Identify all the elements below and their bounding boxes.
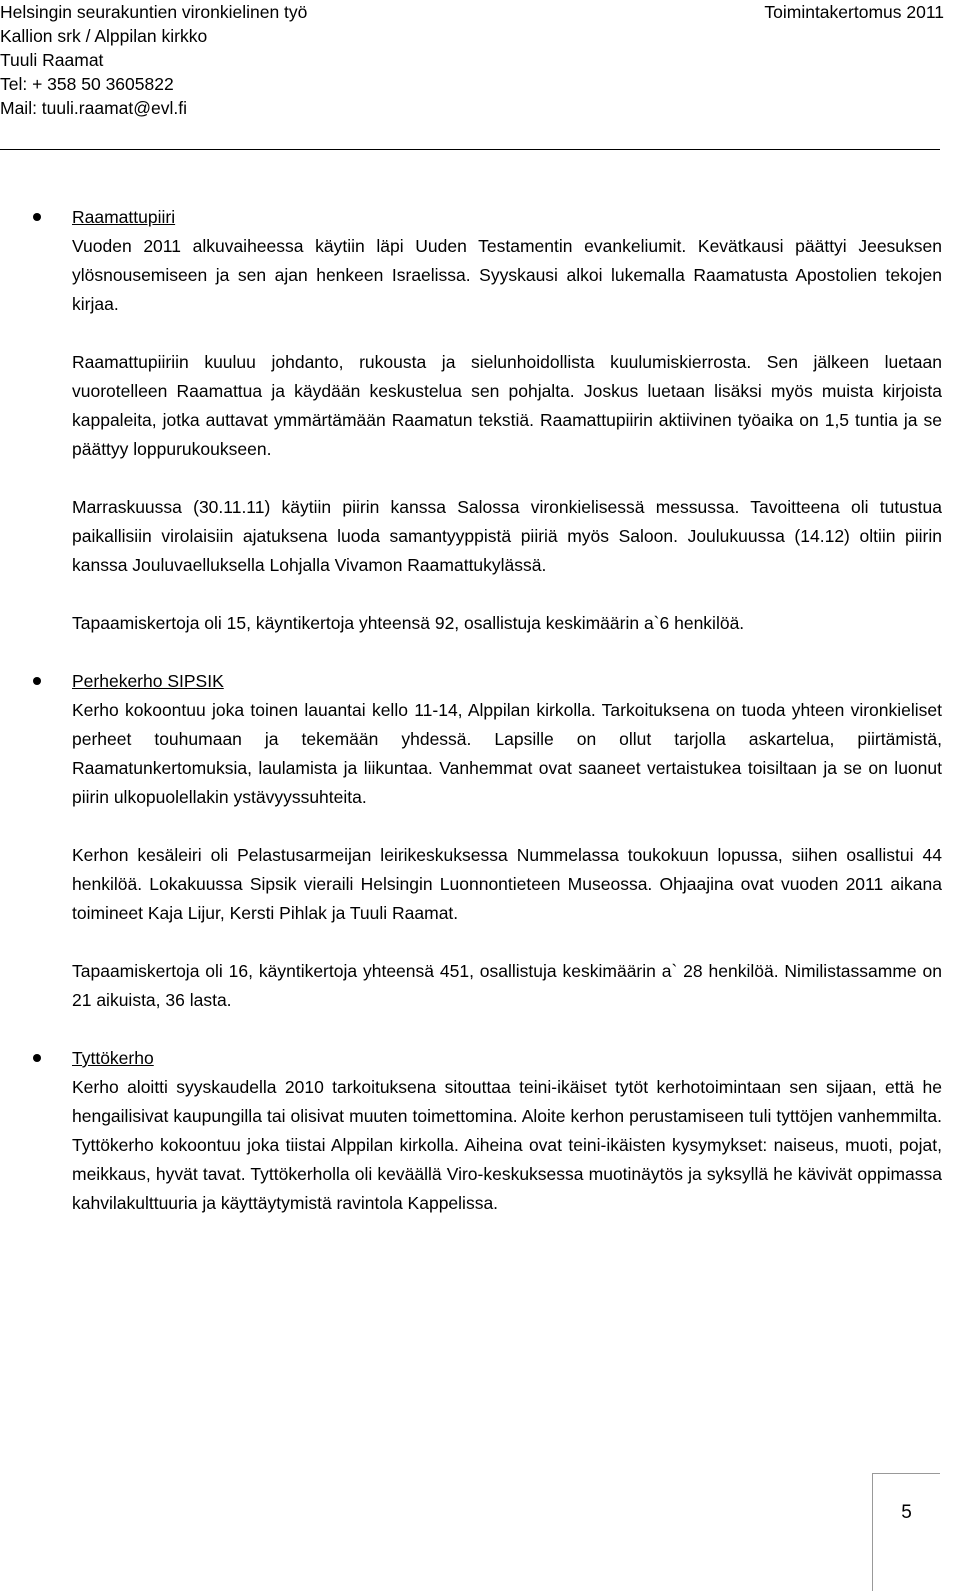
section-tyttokerho	[72, 1044, 942, 1218]
section-title: Perhekerho SIPSIK	[72, 671, 224, 691]
header-parish: Kallion srk / Alppilan kirkko	[0, 26, 208, 46]
document-header	[0, 0, 944, 120]
section-title: Tyttökerho	[72, 1048, 154, 1068]
section-perhekerho-sipsik	[72, 667, 942, 1015]
page-number-box	[872, 1473, 940, 1591]
paragraph: Marraskuussa (30.11.11) käytiin piirin kanssa Salossa vironkielisessä messussa. Tavoitteena oli tutustua paikallisiin virolaisiin ajatuksena luoda samantyyppistä piiriä myös Saloon. Joulukuussa (14.12) oltiin piirin kanssa Jouluvaelluksella Lohjalla Vivamon Raamattukylässä.	[72, 497, 942, 575]
bullet-icon	[33, 213, 41, 221]
paragraph: Tapaamiskertoja oli 15, käyntikertoja yhteensä 92, osallistuja keskimäärin a`6 henkilöä.	[72, 613, 745, 633]
paragraph: Vuoden 2011 alkuvaiheessa käytiin läpi Uuden Testamentin evankeliumit. Kevätkausi päättyi Jeesuksen ylösnousemiseen ja sen ajan henkeen Israelissa. Syyskausi alkoi lukemalla Raamatusta Apostolien tekojen kirjaa.	[72, 236, 942, 314]
header-phone: Tel: + 358 50 3605822	[0, 74, 174, 94]
header-organization: Helsingin seurakuntien vironkielinen työ	[0, 2, 308, 22]
header-divider	[0, 149, 940, 150]
paragraph: Kerhon kesäleiri oli Pelastusarmeijan leirikeskuksessa Nummelassa toukokuun lopussa, siihen osallistui 44 henkilöä. Lokakuussa Sipsik vieraili Helsingin Luonnontieteen Museossa. Ohjaajina ovat vuoden 2011 aikana toimineet Kaja Lijur, Kersti Pihlak ja Tuuli Raamat.	[72, 845, 942, 923]
page-number: 5	[901, 1502, 912, 1523]
bullet-icon	[33, 677, 41, 685]
paragraph: Kerho aloitti syyskaudella 2010 tarkoituksena sitouttaa teini-ikäiset tytöt kerhotoimintaan sen sijaan, että he hengailisivat kaupungilla tai olisivat muuten toimettomina. Aloite kerhon perustamiseen tuli tyttöjen vanhemmilta. Tyttökerho kokoontuu joka tiistai Alppilan kirkolla. Aiheina ovat teini-ikäisten kysymykset: naiseus, muoti, pojat, meikkaus, hyvät tavat. Tyttökerholla oli keväällä Viro-keskuksessa muotinäytös ja syksyllä he kävivät oppimassa kahvilakulttuuria ja käyttäytymistä ravintola Kappelissa.	[72, 1077, 942, 1213]
section-raamattupiiri	[72, 203, 942, 638]
header-person: Tuuli Raamat	[0, 50, 104, 70]
header-email: Mail: tuuli.raamat@evl.fi	[0, 98, 187, 118]
section-title: Raamattupiiri	[72, 207, 176, 227]
header-report-title: Toimintakertomus 2011	[764, 2, 944, 22]
paragraph: Raamattupiiriin kuuluu johdanto, rukousta ja sielunhoidollista kuulumiskierrosta. Sen jälkeen luetaan vuorotelleen Raamattua ja käydään keskustelua sen pohjalta. Joskus luetaan lisäksi myös muista kirjoista kappaleita, jotka auttavat ymmärtämään Raamatun tekstiä. Raamattupiirin aktiivinen työaika on 1,5 tuntia ja se päättyy loppurukoukseen.	[72, 352, 942, 459]
bullet-icon	[33, 1054, 41, 1062]
paragraph: Tapaamiskertoja oli 16, käyntikertoja yhteensä 451, osallistuja keskimäärin a` 28 henkilöä. Nimilistassamme on 21 aikuista, 36 lasta.	[72, 961, 942, 1010]
paragraph: Kerho kokoontuu joka toinen lauantai kello 11-14, Alppilan kirkolla. Tarkoituksena on tuoda yhteen vironkieliset perheet touhumaan ja tekemään yhdessä. Lapsille on ollut tarjolla askartelua, piirtämistä, Raamatunkertomuksia, laulamista ja liikuntaa. Vanhemmat ovat saaneet vertaistukea toisiltaan ja se on luonut piirin ulkopuolellakin ystävyyssuhteita.	[72, 700, 942, 807]
document-body	[72, 203, 942, 1247]
